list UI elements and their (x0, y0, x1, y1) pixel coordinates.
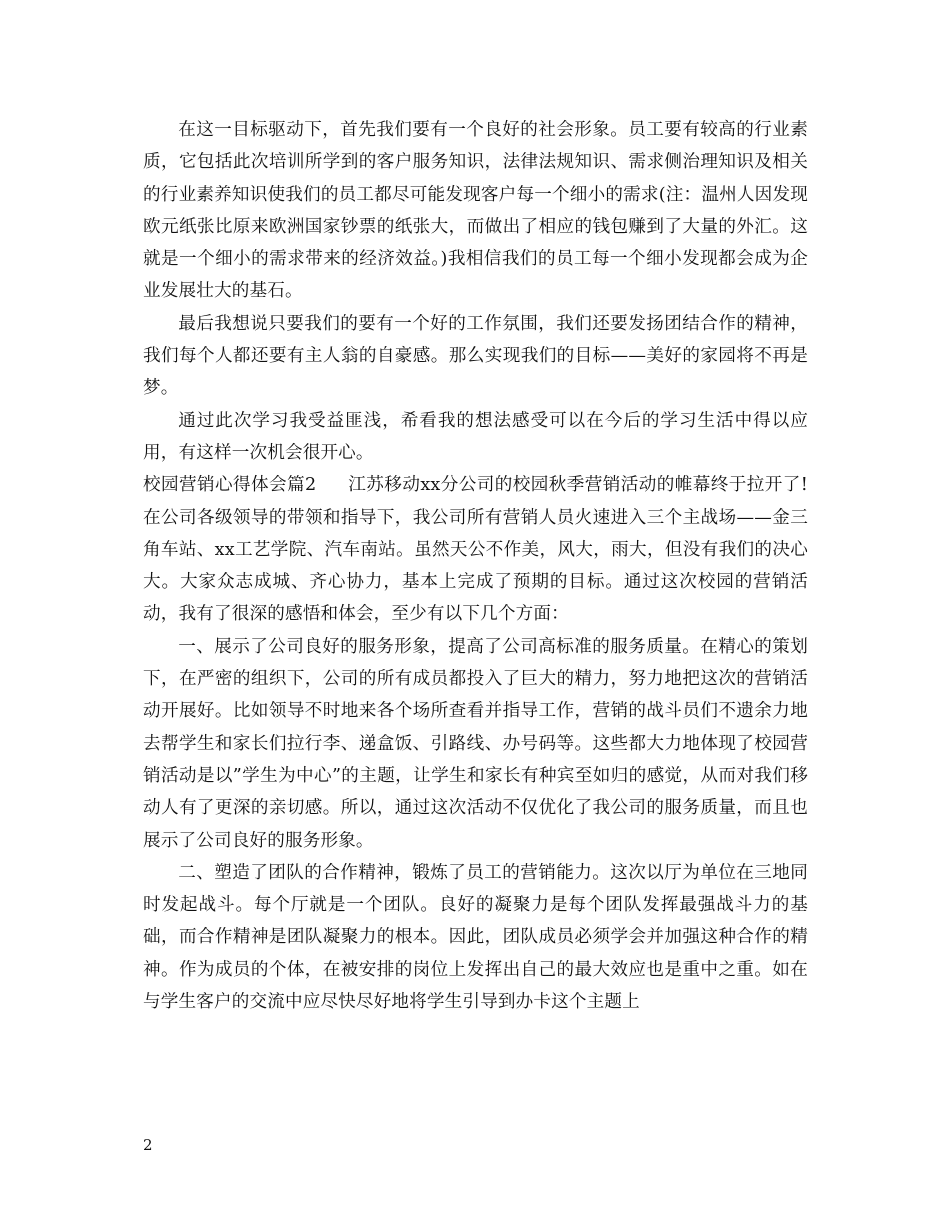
paragraph-point-service-image: 一、展示了公司良好的服务形象，提高了公司高标准的服务质量。在精心的策划下，在严密的组织下，公司的所有成员都投入了巨大的精力，努力地把这次的营销活动开展好。比如领导不时地来各个场所查看并指导工作，营销的战斗员们不遗余力地去帮学生和家长们拉行李、递盒饭、引路线、办号码等。这些都大力地体现了校园营销活动是以”学生为中心”的主题，让学生和家长有种宾至如归的感觉，从而对我们移动人有了更深的亲切感。所以，通过这次活动不仅优化了我公司的服务质量，而且也展示了公司良好的服务形象。 (143, 636, 808, 851)
page-number: 2 (143, 1136, 153, 1154)
paragraph-point-team-spirit: 二、塑造了团队的合作精神，锻炼了员工的营销能力。这次以厅为单位在三地同时发起战斗。每个厅就是一个团队。良好的凝聚力是每个团队发挥最强战斗力的基础，而合作精神是团队凝聚力的根本。因此，团队成员必须学会并加强这种合作的精神。作为成员的个体，在被安排的岗位上发挥出自己的最大效应也是重中之重。如在与学生客户的交流中应尽快尽好地将学生引导到办卡这个主题上 (143, 862, 808, 1013)
paragraph-learning-benefit: 通过此次学习我受益匪浅，希看我的想法感受可以在今后的学习生活中得以应用，有这样一次机会很开心。 (143, 410, 808, 463)
paragraph-section-intro (143, 469, 808, 630)
section-title: 校园营销心得体会篇2 (143, 475, 317, 496)
section-intro-text: 江苏移动xx分公司的校园秋季营销活动的帷幕终于拉开了!在公司各级领导的带领和指导下，我公司所有营销人员火速进入三个主战场——金三角车站、xx工艺学院、汽车南站。虽然天公不作美，风大，雨大，但没有我们的决心大。大家众志成城、齐心协力，基本上完成了预期的目标。通过这次校园的营销活动，我有了很深的感悟和体会，至少有以下几个方面： (143, 475, 808, 625)
paragraph-social-image: 在这一目标驱动下，首先我们要有一个良好的社会形象。员工要有较高的行业素质，它包括此次培训所学到的客户服务知识，法律法规知识、需求侧治理知识及相关的行业素养知识使我们的员工都尽可能发现客户每一个细小的需求(注：温州人因发现欧元纸张比原来欧洲国家钞票的纸张大，而做出了相应的钱包赚到了大量的外汇。这就是一个细小的需求带来的经济效益。)我相信我们的员工每一个细小发现都会成为企业发展壮大的基石。 (143, 120, 808, 302)
paragraph-work-atmosphere: 最后我想说只要我们的要有一个好的工作氛围，我们还要发扬团结合作的精神，我们每个人都还要有主人翁的自豪感。那么实现我们的目标——美好的家园将不再是梦。 (143, 313, 808, 399)
document-body (143, 114, 808, 1018)
